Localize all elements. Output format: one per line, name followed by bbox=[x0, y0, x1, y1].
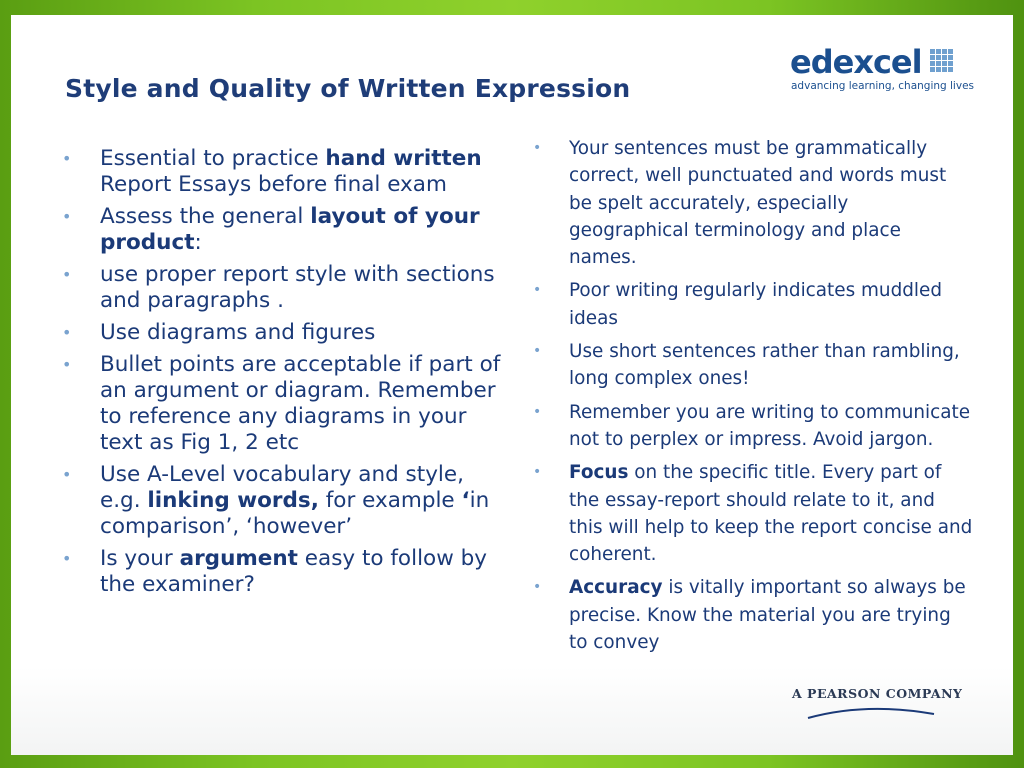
list-item: • Remember you are writing to communicate not to perplex or impress. Avoid jargon. bbox=[533, 399, 973, 454]
bullet-dot-icon: • bbox=[533, 343, 542, 360]
list-item: • Accuracy is vitally important so always be precise. Know the material you are trying to convey bbox=[533, 574, 973, 656]
bullet-dot-icon: • bbox=[62, 465, 72, 484]
bullet-dot-icon: • bbox=[62, 207, 72, 226]
list-item: • Use short sentences rather than rambling, long complex ones! bbox=[533, 338, 973, 393]
list-item: • Focus on the specific title. Every part of the essay-report should relate to it, and this will help to keep the report concise and coherent. bbox=[533, 459, 973, 568]
bullet-dot-icon: • bbox=[533, 282, 542, 299]
list-item: • Is your argument easy to follow by the examiner? bbox=[62, 546, 487, 597]
left-bullet-list bbox=[62, 146, 502, 604]
list-item: • Use diagrams and figures bbox=[62, 320, 376, 345]
bullet-dot-icon: • bbox=[533, 403, 542, 420]
list-item: • Assess the general layout of your product: bbox=[62, 204, 480, 255]
pearson-logo bbox=[792, 686, 962, 726]
bullet-dot-icon: • bbox=[62, 149, 72, 168]
list-item: • Bullet points are acceptable if part of an argument or diagram. Remember to reference any diagrams in your text as Fig 1, 2 etc bbox=[62, 352, 501, 455]
bullet-dot-icon: • bbox=[533, 464, 542, 481]
slide-title: Style and Quality of Written Expression bbox=[65, 74, 631, 103]
list-item: • Your sentences must be grammatically correct, well punctuated and words must be spelt accurately, especially geographical terminology and place names. bbox=[533, 135, 973, 271]
bullet-dot-icon: • bbox=[62, 265, 72, 284]
bullet-dot-icon: • bbox=[62, 549, 72, 568]
pearson-swoosh-icon bbox=[806, 702, 936, 722]
edexcel-logo bbox=[790, 43, 974, 100]
list-item: • Use A-Level vocabulary and style, e.g. linking words, for example ‘in comparison’, ‘however’ bbox=[62, 462, 490, 539]
right-bullet-list bbox=[533, 135, 973, 662]
bullet-dot-icon: • bbox=[533, 140, 542, 156]
logo-tagline: advancing learning, changing lives bbox=[791, 80, 974, 92]
bullet-dot-icon: • bbox=[533, 579, 542, 596]
edexcel-grid-icon bbox=[930, 49, 954, 73]
pearson-company-text: A PEARSON COMPANY bbox=[792, 686, 963, 701]
list-item: • Essential to practice hand written Report Essays before final exam bbox=[62, 146, 482, 197]
list-item: • use proper report style with sections and paragraphs . bbox=[62, 262, 495, 313]
bullet-dot-icon: • bbox=[62, 323, 72, 342]
list-item: • Poor writing regularly indicates muddled ideas bbox=[533, 277, 973, 332]
logo-wordmark: edexcel bbox=[790, 43, 922, 81]
bullet-dot-icon: • bbox=[62, 355, 72, 374]
